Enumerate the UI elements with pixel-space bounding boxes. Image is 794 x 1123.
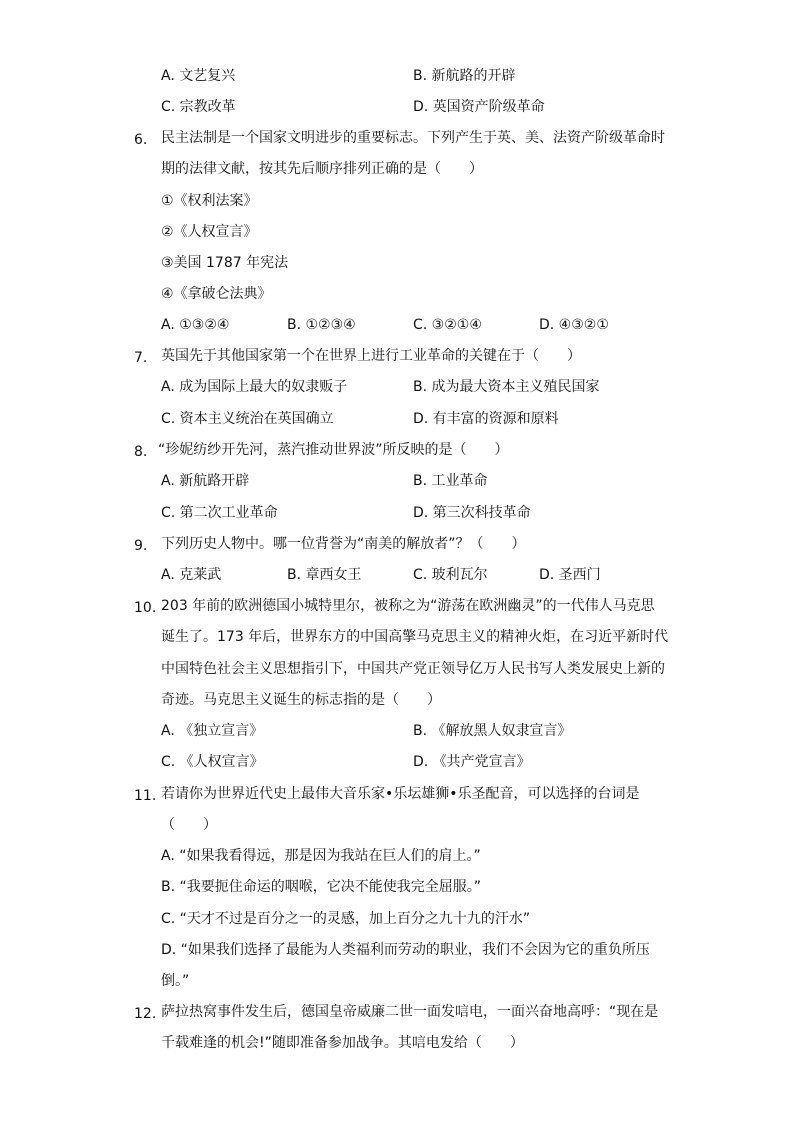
q11-option-b: B. “我要扼住命运的咽喉，它决不能使我完全屈服。” [161, 879, 482, 895]
q8-number: 8. [134, 444, 148, 460]
q12-number: 12. [134, 1006, 157, 1022]
q7-option-b: B. 成为最大资本主义殖民国家 [413, 379, 600, 395]
q5-option-b: B. 新航路的开辟 [413, 68, 516, 84]
q11-option-d: D. “如果我们选择了最能为人类福利而劳动的职业，我们不会因为它的重负所压 [161, 942, 650, 958]
q11-number: 11. [134, 788, 157, 804]
q5-option-a: A. 文艺复兴 [161, 68, 236, 84]
q8-option-c: C. 第二次工业革命 [161, 505, 278, 521]
q11-option-d-continued: 倒。” [161, 973, 190, 989]
q12-stem-line: 萨拉热窝事件发生后，德国皇帝威廉二世一面发唁电，一面兴奋地高呼：“现在是 [161, 1004, 659, 1020]
q7-option-c: C. 资本主义统治在英国确立 [161, 411, 334, 427]
q9-number: 9. [134, 538, 148, 554]
q6-item: ③美国 1787 年宪法 [161, 255, 289, 271]
q5-option-c: C. 宗教改革 [161, 99, 236, 115]
q10-stem-line: 奇迹。马克思主义诞生的标志指的是（ ） [161, 692, 441, 708]
q7-option-d: D. 有丰富的资源和原料 [413, 411, 559, 427]
q6-number: 6. [134, 132, 148, 148]
q10-stem-line: 诞生了。173 年后，世界东方的中国高擎马克思主义的精神火炬，在习近平新时代 [161, 629, 669, 645]
q12-stem-line: 千载难逢的机会!”随即准备参加战争。其唁电发给（ ） [161, 1035, 524, 1051]
q6-option-a: A. ①③②④ [161, 317, 230, 333]
q11-option-c: C. “天才不过是百分之一的灵感，加上百分之九十九的汗水” [161, 911, 531, 927]
q8-option-a: A. 新航路开辟 [161, 473, 250, 489]
q6-item: ②《人权宣言》 [161, 224, 258, 240]
q6-item: ④《拿破仑法典》 [161, 286, 272, 302]
q9-option-c: C. 玻利瓦尔 [413, 567, 488, 583]
q10-option-b: B. 《解放黑人奴隶宣言》 [413, 723, 572, 739]
q11-option-a: A. “如果我看得远，那是因为我站在巨人们的肩上。” [161, 848, 481, 864]
q8-option-b: B. 工业革命 [413, 473, 488, 489]
q10-number: 10. [134, 600, 157, 616]
q9-option-a: A. 克莱武 [161, 567, 222, 583]
q9-stem-line: 下列历史人物中。哪一位背誉为“南美的解放者”？（ ） [161, 536, 526, 552]
q9-option-d: D. 圣西门 [539, 567, 601, 583]
q6-item: ①《权利法案》 [161, 193, 258, 209]
q6-option-d: D. ④③②① [539, 317, 609, 333]
q7-option-a: A. 成为国际上最大的奴隶贩子 [161, 379, 348, 395]
q10-option-c: C. 《人权宣言》 [161, 754, 264, 770]
q7-stem-line: 英国先于其他国家第一个在世界上进行工业革命的关键在于（ ） [161, 348, 581, 364]
q10-option-d: D. 《共产党宣言》 [413, 754, 531, 770]
q9-option-b: B. 章西女王 [287, 567, 362, 583]
q8-option-d: D. 第三次科技革命 [413, 505, 531, 521]
q6-stem-line: 民主法制是一个国家文明进步的重要标志。下列产生于英、美、法资产阶级革命时 [161, 130, 665, 146]
q6-option-b: B. ①②③④ [287, 317, 356, 333]
q10-stem-line: 中国特色社会主义思想指引下，中国共产党正领导亿万人民书写人类发展史上新的 [161, 661, 665, 677]
q7-number: 7. [134, 350, 148, 366]
q5-option-d: D. 英国资产阶级革命 [413, 99, 545, 115]
q10-option-a: A. 《独立宣言》 [161, 723, 264, 739]
q6-stem-line: 期的法律文献，按其先后顺序排列正确的是（ ） [161, 161, 483, 177]
q11-stem-line: （ ） [161, 817, 217, 833]
q8-stem-line: “珍妮纺纱开先河，蒸汽推动世界波”所反映的是（ ） [158, 442, 509, 458]
q10-stem-line: 203 年前的欧洲德国小城特里尔，被称之为“游荡在欧洲幽灵”的一代伟人马克思 [161, 598, 655, 614]
q6-option-c: C. ③②①④ [413, 317, 482, 333]
q11-stem-line: 若请你为世界近代史上最伟大音乐家•乐坛雄狮•乐圣配音，可以选择的台词是 [161, 786, 640, 802]
